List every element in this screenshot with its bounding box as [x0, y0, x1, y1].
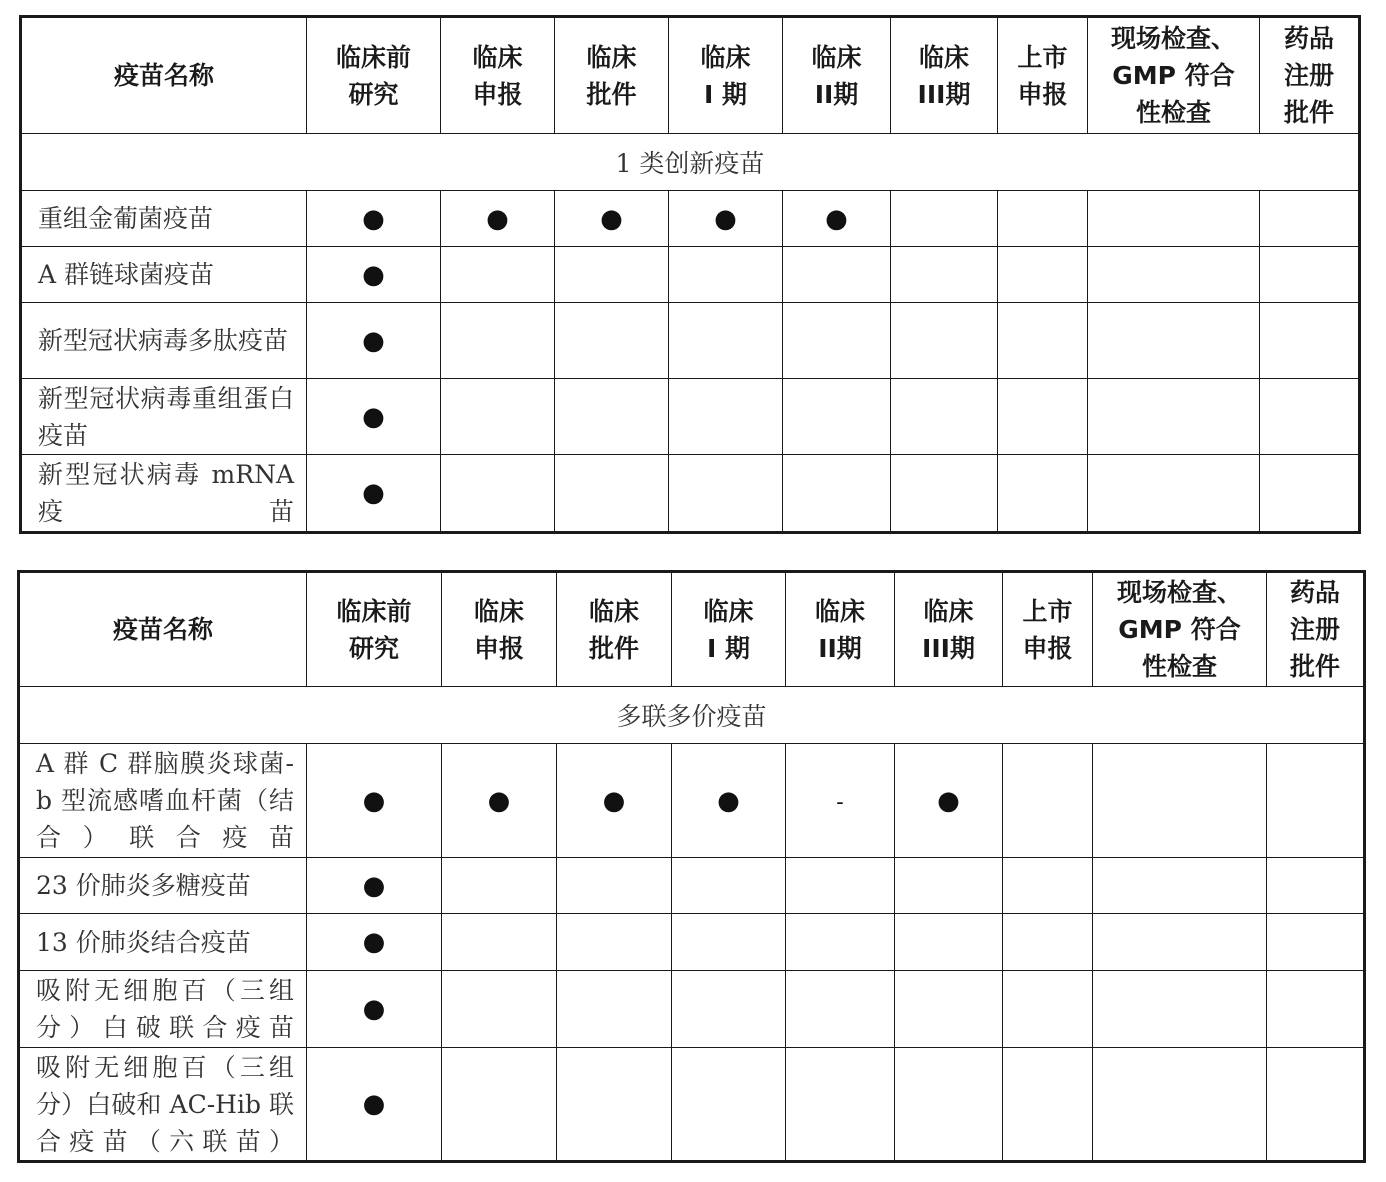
stage-cell	[1093, 971, 1267, 1048]
stage-cell	[1003, 744, 1093, 858]
stage-complete-dot: ●	[672, 744, 786, 858]
stage-cell	[1003, 858, 1093, 914]
stage-cell	[672, 1048, 786, 1162]
stage-cell	[1267, 1048, 1365, 1162]
header-clinical-approval: 临床 批件	[557, 572, 672, 687]
stage-cell	[786, 858, 895, 914]
stage-complete-dot: ●	[307, 455, 441, 533]
stage-cell	[557, 971, 672, 1048]
stage-cell	[1267, 744, 1365, 858]
table-row	[19, 971, 1365, 1048]
stage-cell	[441, 455, 555, 533]
vaccine-name: 吸附无细胞百（三组分）白破和 AC-Hib 联合疫苗（六联苗）	[19, 1048, 307, 1162]
table-row	[21, 455, 1360, 533]
header-market-application: 上市 申报	[998, 17, 1088, 134]
stage-complete-dot: ●	[307, 191, 441, 247]
stage-complete-dot: ●	[442, 744, 557, 858]
stage-cell	[1093, 858, 1267, 914]
header-clinical-application: 临床 申报	[441, 17, 555, 134]
header-gmp-inspection: 现场检查、 GMP 符合 性检查	[1088, 17, 1260, 134]
stage-cell	[1088, 303, 1260, 379]
stage-complete-dot: ●	[307, 247, 441, 303]
table-row	[21, 191, 1360, 247]
stage-cell	[783, 379, 891, 455]
stage-cell	[557, 858, 672, 914]
stage-cell	[1260, 247, 1360, 303]
stage-cell	[1093, 744, 1267, 858]
stage-cell	[669, 379, 783, 455]
stage-cell	[998, 247, 1088, 303]
stage-cell	[1267, 971, 1365, 1048]
table-row	[21, 247, 1360, 303]
stage-cell	[783, 455, 891, 533]
stage-cell	[1003, 1048, 1093, 1162]
stage-cell	[669, 455, 783, 533]
stage-complete-dot: ●	[307, 971, 442, 1048]
vaccine-name: 23 价肺炎多糖疫苗	[19, 858, 307, 914]
section-title: 多联多价疫苗	[19, 687, 1365, 744]
stage-cell	[669, 247, 783, 303]
stage-cell	[891, 455, 998, 533]
stage-cell	[672, 971, 786, 1048]
stage-cell	[441, 379, 555, 455]
stage-cell	[442, 971, 557, 1048]
vaccine-name: 13 价肺炎结合疫苗	[19, 914, 307, 971]
header-row	[19, 572, 1365, 687]
stage-complete-dot: ●	[557, 744, 672, 858]
stage-cell	[1088, 455, 1260, 533]
stage-cell	[891, 379, 998, 455]
stage-cell	[1260, 379, 1360, 455]
stage-cell	[557, 1048, 672, 1162]
table-row	[19, 914, 1365, 971]
header-phase-3: 临床 III期	[895, 572, 1003, 687]
stage-cell	[1260, 191, 1360, 247]
header-preclinical: 临床前 研究	[307, 572, 442, 687]
stage-cell	[555, 379, 669, 455]
header-registration-approval: 药品 注册 批件	[1267, 572, 1365, 687]
header-phase-1: 临床 I 期	[669, 17, 783, 134]
vaccine-name: A 群链球菌疫苗	[21, 247, 307, 303]
stage-cell	[786, 1048, 895, 1162]
stage-complete-dot: ●	[669, 191, 783, 247]
stage-cell	[895, 858, 1003, 914]
stage-cell	[998, 191, 1088, 247]
stage-cell	[669, 303, 783, 379]
vaccine-name: 新型冠状病毒 mRNA 疫苗	[21, 455, 307, 533]
stage-cell	[555, 455, 669, 533]
stage-cell	[1003, 914, 1093, 971]
header-registration-approval: 药品 注册 批件	[1260, 17, 1360, 134]
stage-complete-dot: ●	[307, 379, 441, 455]
table-row	[19, 744, 1365, 858]
stage-complete-dot: ●	[307, 1048, 442, 1162]
stage-cell	[557, 914, 672, 971]
stage-cell	[672, 858, 786, 914]
stage-cell	[1260, 303, 1360, 379]
stage-complete-dot: ●	[441, 191, 555, 247]
stage-cell	[442, 858, 557, 914]
stage-cell	[555, 303, 669, 379]
header-market-application: 上市 申报	[1003, 572, 1093, 687]
stage-cell	[1093, 1048, 1267, 1162]
stage-cell	[1088, 247, 1260, 303]
stage-cell	[1260, 455, 1360, 533]
header-vaccine-name: 疫苗名称	[19, 572, 307, 687]
stage-cell	[891, 247, 998, 303]
header-preclinical: 临床前 研究	[307, 17, 441, 134]
stage-cell	[1093, 914, 1267, 971]
section-title: 1 类创新疫苗	[21, 134, 1360, 191]
stage-cell	[1003, 971, 1093, 1048]
stage-cell	[1267, 858, 1365, 914]
header-phase-3: 临床 III期	[891, 17, 998, 134]
header-gmp-inspection: 现场检查、 GMP 符合 性检查	[1093, 572, 1267, 687]
stage-complete-dot: ●	[307, 303, 441, 379]
vaccine-name: 重组金葡菌疫苗	[21, 191, 307, 247]
stage-cell	[783, 303, 891, 379]
stage-complete-dot: ●	[307, 914, 442, 971]
stage-cell	[783, 247, 891, 303]
header-vaccine-name: 疫苗名称	[21, 17, 307, 134]
vaccine-pipeline-table-2	[17, 570, 1366, 1163]
stage-cell	[441, 247, 555, 303]
stage-cell	[672, 914, 786, 971]
vaccine-name: 吸附无细胞百（三组分）白破联合疫苗	[19, 971, 307, 1048]
header-phase-2: 临床 II期	[783, 17, 891, 134]
stage-cell	[895, 914, 1003, 971]
stage-cell	[442, 1048, 557, 1162]
stage-cell	[442, 914, 557, 971]
table-row	[21, 379, 1360, 455]
header-clinical-application: 临床 申报	[442, 572, 557, 687]
stage-cell	[786, 971, 895, 1048]
table-row	[21, 303, 1360, 379]
stage-cell	[555, 247, 669, 303]
stage-cell	[998, 303, 1088, 379]
stage-cell	[441, 303, 555, 379]
stage-cell	[1088, 379, 1260, 455]
stage-complete-dot: ●	[307, 744, 442, 858]
vaccine-name: 新型冠状病毒重组蛋白疫苗	[21, 379, 307, 455]
table-row	[19, 858, 1365, 914]
stage-cell	[1088, 191, 1260, 247]
vaccine-name: A 群 C 群脑膜炎球菌-b 型流感嗜血杆菌（结合）联合疫苗	[19, 744, 307, 858]
stage-cell	[891, 303, 998, 379]
table-row	[19, 1048, 1365, 1162]
stage-cell	[998, 379, 1088, 455]
stage-complete-dot: ●	[895, 744, 1003, 858]
stage-skipped-dash: -	[786, 744, 895, 858]
stage-cell	[1267, 914, 1365, 971]
stage-cell	[891, 191, 998, 247]
vaccine-pipeline-table-1	[19, 15, 1361, 534]
stage-cell	[786, 914, 895, 971]
vaccine-name: 新型冠状病毒多肽疫苗	[21, 303, 307, 379]
header-row	[21, 17, 1360, 134]
header-phase-2: 临床 II期	[786, 572, 895, 687]
stage-complete-dot: ●	[307, 858, 442, 914]
stage-cell	[895, 971, 1003, 1048]
stage-complete-dot: ●	[783, 191, 891, 247]
stage-cell	[998, 455, 1088, 533]
stage-complete-dot: ●	[555, 191, 669, 247]
header-phase-1: 临床 I 期	[672, 572, 786, 687]
stage-cell	[895, 1048, 1003, 1162]
header-clinical-approval: 临床 批件	[555, 17, 669, 134]
